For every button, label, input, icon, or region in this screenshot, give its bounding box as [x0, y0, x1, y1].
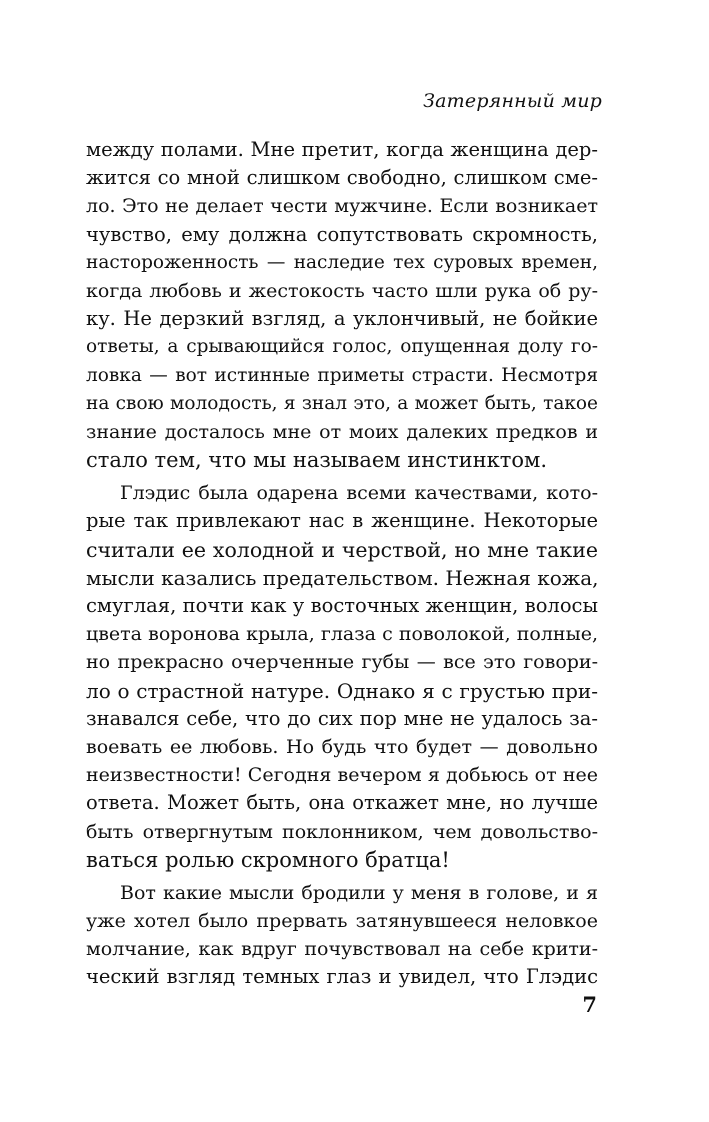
text-line: ло о страстной натуре. Однако я с грустью при-: [86, 678, 598, 703]
text-line: цвета воронова крыла, глаза с поволокой, полные,: [86, 623, 598, 646]
text-line: знание досталось мне от моих далеких предков и: [86, 420, 598, 443]
text-line: ответы, а срывающийся голос, опущенная долу го-: [86, 336, 598, 358]
text-line: Глэдис была одарена всеми качествами, кото-: [120, 482, 598, 505]
text-line: быть отвергнутым поклонником, чем довольство-: [86, 820, 598, 843]
text-line: стало тем, что мы называем инстинктом.: [86, 448, 548, 473]
page-number: 7: [582, 992, 597, 1017]
text-line: Вот какие мысли бродили у меня в голове, и я: [120, 881, 598, 904]
text-line: жится со мной слишком свободно, слишком сме-: [86, 166, 598, 190]
text-line: считали ее холодной и черствой, но мне такие: [86, 537, 598, 562]
text-line: мысли казались предательством. Нежная кожа,: [86, 565, 599, 590]
text-line: ответа. Может быть, она откажет мне, но лучше: [86, 791, 598, 815]
text-line: когда любовь и жестокость часто шли рука об ру-: [86, 279, 598, 302]
text-line: чувство, ему должна сопутствовать скромность,: [86, 222, 598, 246]
text-line: смуглая, почти как у восточных женщин, волосы: [86, 594, 598, 617]
text-line: воевать ее любовь. Но будь что будет — довольно: [86, 735, 598, 758]
text-line: неизвестности! Сегодня вечером я добьюсь от нее: [86, 764, 598, 787]
text-line: ло. Это не делает чести мужчине. Если возникает: [86, 195, 598, 218]
text-line: ловка — вот истинные приметы страсти. Несмотря: [86, 364, 598, 386]
text-line: ческий взгляд темных глаз и увидел, что Глэдис: [86, 965, 598, 989]
text-line: но прекрасно очерченные губы — все это говори-: [86, 651, 598, 674]
text-line: молчание, как вдруг почувствовал на себе крити-: [86, 938, 598, 961]
text-line: ку. Не дерзкий взгляд, а уклончивый, не бойкие: [86, 307, 598, 331]
text-line: между полами. Мне претит, когда женщина дер-: [86, 138, 598, 161]
text-line: на свою молодость, я знал это, а может быть, такое: [86, 392, 598, 414]
text-line: настороженность — наследие тех суровых времен,: [86, 251, 598, 273]
paragraph-2: [86, 479, 598, 874]
text-line: ваться ролью скромного братца!: [86, 847, 450, 872]
body-text: [86, 136, 598, 992]
text-line: знавался себе, что до сих пор мне не удалось за-: [86, 706, 598, 730]
paragraph-1: [86, 136, 598, 474]
text-line: уже хотел было прервать затянувшееся неловкое: [86, 910, 598, 933]
text-line: рые так привлекают нас в женщине. Некоторые: [86, 509, 598, 533]
running-head-title: Затерянный мир: [423, 90, 602, 112]
paragraph-3: [86, 879, 598, 992]
